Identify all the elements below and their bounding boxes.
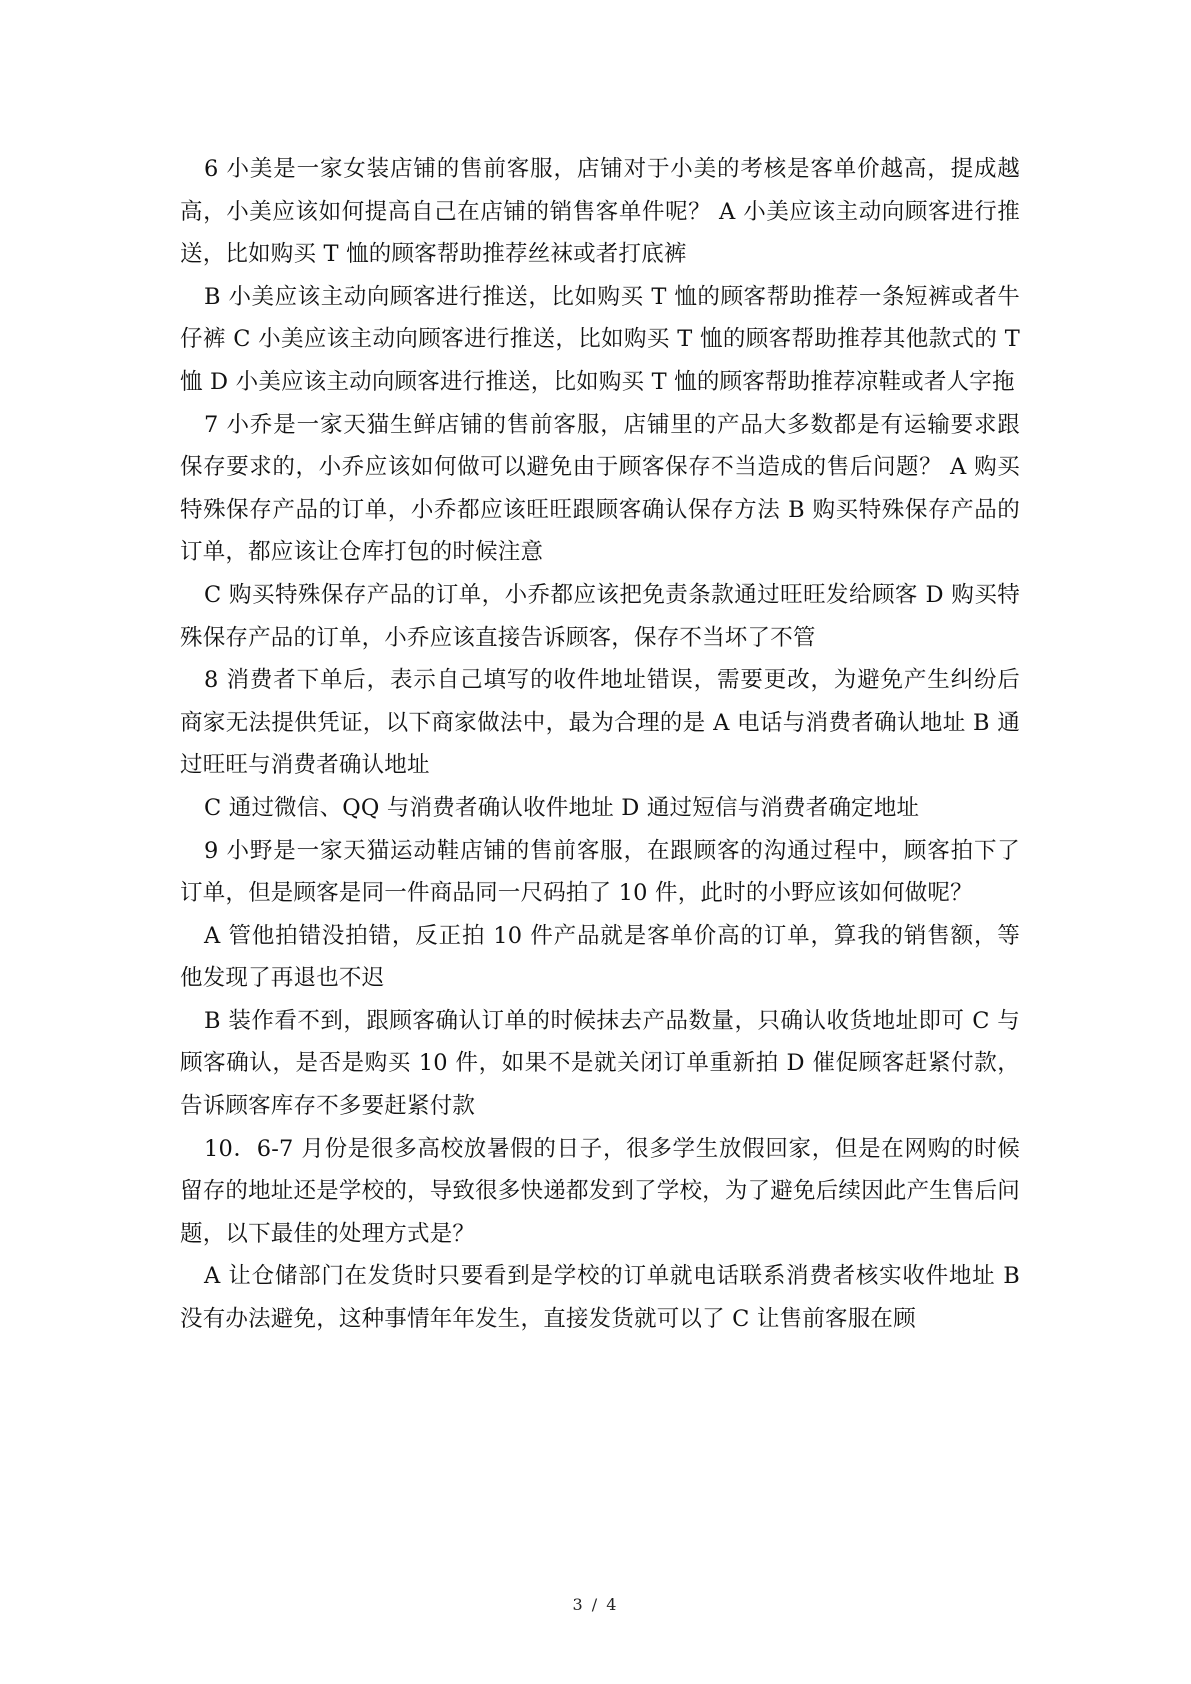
question-6-stem: 6 小美是一家女装店铺的售前客服，店铺对于小美的考核是客单价越高，提成越高，小美应该如何提高自己在店铺的销售客单件呢？ A 小美应该主动向顾客进行推送，比如购买 T 恤的顾客帮助推荐丝袜或者打底裤 [180,156,1020,268]
question-9-option-a: A 管他拍错没拍错，反正拍 10 件产品就是客单价高的订单，算我的销售额，等他发现了再退也不迟 [180,922,1020,992]
question-10-stem: 10．6-7 月份是很多高校放暑假的日子，很多学生放假回家，但是在网购的时候留存的地址还是学校的，导致很多快递都发到了学校，为了避免后续因此产生售后问题，以下最佳的处理方式是？ [180,1135,1020,1247]
question-9-options: B 装作看不到，跟顾客确认订单的时候抹去产品数量，只确认收货地址即可 C 与顾客确认，是否是购买 10 件，如果不是就关闭订单重新拍 D 催促顾客赶紧付款，告诉顾客库存不多要赶紧付款 [180,1007,1020,1120]
question-8-options: C 通过微信、QQ 与消费者确认收件地址 D 通过短信与消费者确定地址 [204,794,920,821]
question-10-options: A 让仓储部门在发货时只要看到是学校的订单就电话联系消费者核实收件地址 B 没有办法避免，这种事情年年发生，直接发货就可以了 C 让售前客服在顾 [180,1263,1020,1333]
question-7-stem: 7 小乔是一家天猫生鲜店铺的售前客服，店铺里的产品大多数都是有运输要求跟保存要求的，小乔应该如何做可以避免由于顾客保存不当造成的售后问题？ A 购买特殊保存产品的订单，小乔都应该旺旺跟顾客确认保存方法 B 购买特殊保存产品的订单，都应该让仓库打包的时候注意 [180,411,1020,566]
question-8-stem: 8 消费者下单后，表示自己填写的收件地址错误，需要更改，为避免产生纠纷后商家无法提供凭证，以下商家做法中，最为合理的是 A 电话与消费者确认地址 B 通过旺旺与消费者确认地址 [180,667,1020,779]
page-number: 3 / 4 [572,1595,619,1614]
question-9-stem: 9 小野是一家天猫运动鞋店铺的售前客服，在跟顾客的沟通过程中，顾客拍下了订单，但是顾客是同一件商品同一尺码拍了 10 件，此时的小野应该如何做呢？ [180,837,1020,907]
question-7-options: C 购买特殊保存产品的订单，小乔都应该把免责条款通过旺旺发给顾客 D 购买特殊保存产品的订单，小乔应该直接告诉顾客，保存不当坏了不管 [180,581,1020,651]
question-6-options: B 小美应该主动向顾客进行推送，比如购买 T 恤的顾客帮助推荐一条短裤或者牛仔裤 C 小美应该主动向顾客进行推送，比如购买 T 恤的顾客帮助推荐其他款式的 T 恤 D 小美应该主动向顾客进行推送，比如购买 T 恤的顾客帮助推荐凉鞋或者人字拖 [180,283,1020,395]
document-body [180,148,1020,1341]
